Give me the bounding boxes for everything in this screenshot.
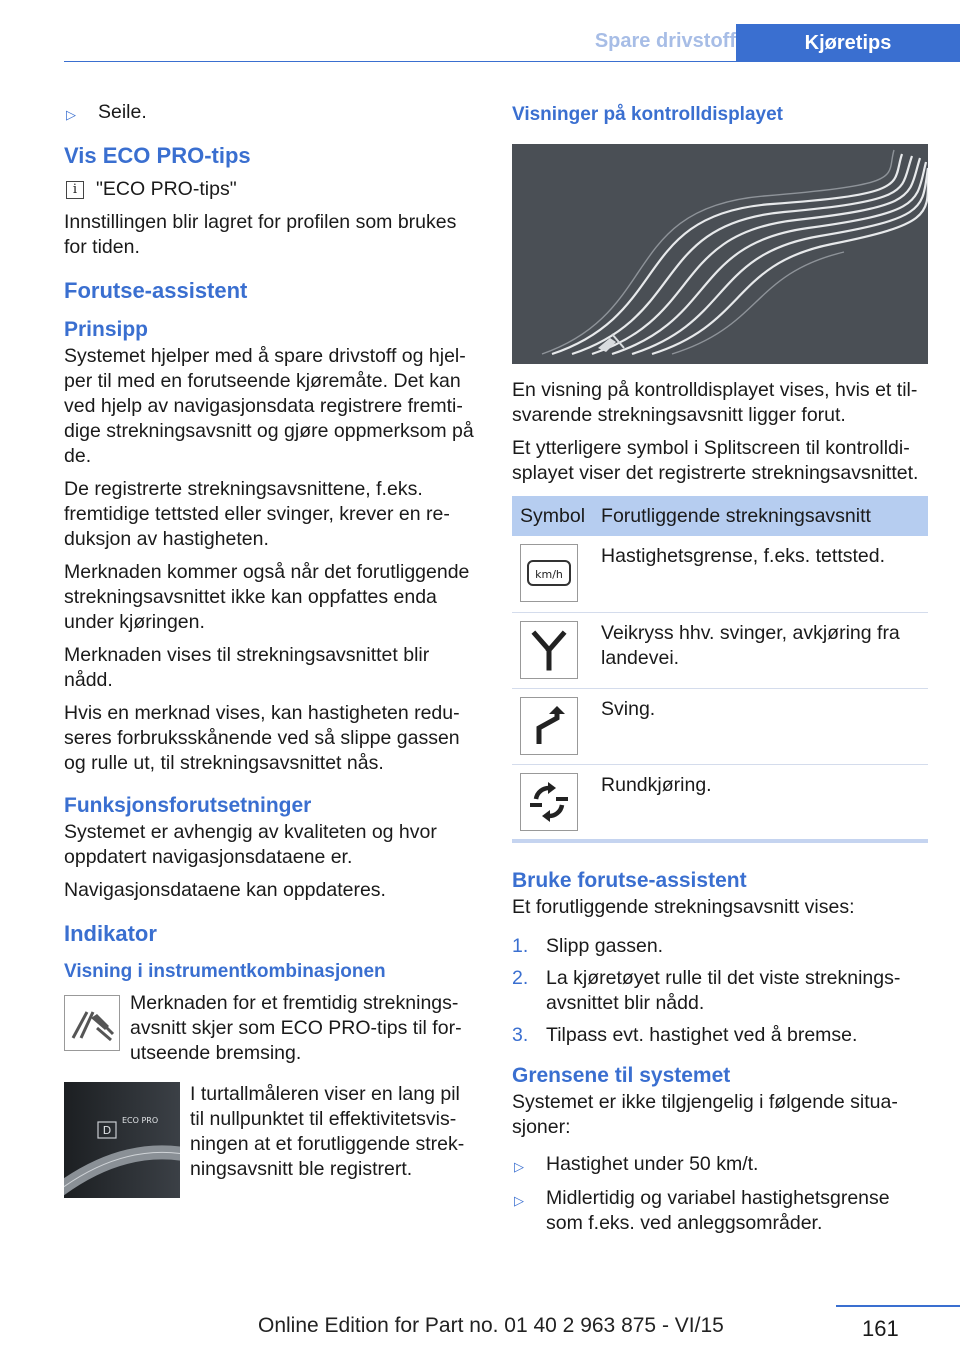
table-cell — [512, 764, 593, 841]
table-cell: Hastighetsgrense, f.eks. tettsted. — [601, 545, 886, 567]
step-text: Tilpass evt. hastighet ved å bremse. — [546, 1023, 858, 1046]
paragraph: Innstillingen blir lagret for profilen som brukes for tiden. — [64, 211, 457, 258]
step-text: Slipp gassen. — [546, 934, 664, 957]
paragraph: Systemet er avhengig av kvaliteten og hvor oppdatert navigasjonsdataene er. — [64, 821, 437, 868]
triangle-bullet-icon: ▷ — [514, 1192, 524, 1208]
list-item — [512, 966, 928, 1016]
heading-forutse-assistent: Forutse-assistent — [64, 278, 248, 303]
step-number: 2. — [512, 966, 529, 989]
figure-caption: I turtallmåleren viser en lang pil til nullpunktet til effektivitetsvisningen at et forutliggende strekningsavsnitt ble registrert. — [190, 1083, 465, 1180]
heading-funksjonsforutsetninger: Funksjonsforutsetninger — [64, 794, 312, 817]
list-item — [512, 1152, 928, 1179]
table-cell: Veikryss hhv. svinger, avkjøring fra landevei. — [593, 612, 928, 688]
step-text: La kjøretøyet rulle til det viste strekningsavsnittet blir nådd. — [546, 966, 901, 1014]
symbol-table — [512, 496, 928, 843]
paragraph: Merknaden kommer også når det forutliggende strekningsavsnittet ikke kan oppfattes enda under kjøringen. — [64, 561, 470, 633]
figure-eco-tip — [64, 991, 478, 1066]
page-header — [64, 24, 960, 62]
list-item — [512, 1186, 928, 1236]
list-item-text: Seile. — [98, 101, 147, 123]
chapter-tab[interactable]: Kjøretips — [736, 24, 960, 62]
coasting-car-icon — [67, 998, 117, 1048]
table-cell — [512, 612, 593, 688]
paragraph: Merknaden vises til strekningsavsnittet blir nådd. — [64, 644, 430, 691]
road-curves-icon — [512, 144, 928, 364]
heading-visning-instrument: Visning i instrumentkombinasjonen — [64, 961, 386, 982]
list-item — [512, 1023, 928, 1048]
eco-pro-label: ECO PRO — [122, 1116, 159, 1125]
step-number: 3. — [512, 1023, 529, 1046]
menu-path — [64, 177, 478, 202]
speed-limit-icon — [520, 544, 578, 602]
heading-grensene: Grensene til systemet — [512, 1063, 731, 1087]
gauge-arc-icon — [64, 1082, 180, 1198]
paragraph: Hvis en merknad vises, kan hastigheten reduseres forbruksskånende ved så slippe gassen og rulle ut, til strekningsavsnittet nås. — [64, 702, 460, 774]
heading-eco-pro-tips: Vis ECO PRO-tips — [64, 143, 251, 168]
table-cell — [512, 536, 593, 612]
paragraph: Navigasjonsdataene kan oppdateres. — [64, 879, 386, 901]
section-tab[interactable]: Spare drivstoff — [594, 30, 736, 52]
heading-bruke-forutse: Bruke forutse-assistent — [512, 868, 747, 892]
paragraph: Et forutliggende strekningsavsnitt vises: — [512, 895, 855, 918]
footer-rule — [836, 1305, 960, 1307]
figure-caption: Merknaden for et fremtidig strekningsavsnitt skjer som ECO PRO-tips til forutseende bremsing. — [130, 992, 462, 1064]
table-row — [512, 688, 928, 764]
curve-icon — [520, 697, 578, 755]
table-row — [512, 764, 928, 841]
control-display-image — [512, 144, 928, 364]
figure-gauge — [64, 1082, 478, 1198]
table-row — [512, 612, 928, 688]
list-item — [64, 100, 478, 127]
step-number: 1. — [512, 934, 529, 957]
heading-indikator: Indikator — [64, 921, 157, 946]
list-item — [512, 934, 928, 959]
heading-visning-kontrolldisplay: Visninger på kontrolldisplayet — [512, 104, 783, 125]
paragraph: Et ytterligere symbol i Splitscreen til kontrolldisplayet viser det registrerte strekningsavsnittet. — [512, 437, 919, 484]
paragraph: Systemet er ikke tilgjengelig i følgende situasjoner: — [512, 1090, 898, 1138]
tachometer-image — [64, 1082, 180, 1198]
table-row — [512, 536, 928, 612]
table-header-section: Forutliggende strekningsavsnitt — [593, 496, 928, 536]
list-item-text: Hastighet under 50 km/t. — [546, 1152, 759, 1175]
right-column — [512, 100, 928, 1243]
paragraph: De registrerte strekningsavsnittene, f.eks. fremtidige tettsted eller svinger, krever en reduksjon av hastigheten. — [64, 478, 450, 550]
eco-tip-image — [64, 995, 120, 1051]
paragraph: Systemet hjelper med å spare drivstoff og hjelper til med en forutseende kjøremåte. Det kan ved hjelp av navigasjonsdata registrere fremtidige strekningsavsnitt og gjøre oppmerksom på de. — [64, 345, 474, 467]
triangle-bullet-icon: ▷ — [66, 107, 76, 122]
paragraph: En visning på kontrolldisplayet vises, hvis et tilsvarende strekningsavsnitt ligger forut. — [512, 379, 918, 426]
speed-limit-icon-label: km/h — [535, 568, 563, 581]
gear-indicator: D — [102, 1124, 112, 1137]
heading-prinsipp: Prinsipp — [64, 318, 149, 341]
table-cell: Sving. — [593, 688, 928, 764]
table-cell: Rundkjøring. — [593, 764, 928, 841]
left-column — [64, 100, 478, 1210]
roundabout-icon — [520, 773, 578, 831]
page-number: 161 — [862, 1316, 899, 1341]
menu-item-label: "ECO PRO-tips" — [96, 178, 237, 200]
table-cell — [512, 688, 593, 764]
list-item-text: Midlertidig og variabel hastighetsgrense som f.eks. ved anleggsområder. — [546, 1186, 890, 1234]
footer-edition: Online Edition for Part no. 01 40 2 963 875 - VI/15 — [258, 1314, 724, 1337]
info-icon: i — [66, 181, 84, 199]
triangle-bullet-icon: ▷ — [514, 1158, 524, 1174]
junction-icon — [520, 621, 578, 679]
table-header-symbol: Symbol — [512, 496, 593, 536]
